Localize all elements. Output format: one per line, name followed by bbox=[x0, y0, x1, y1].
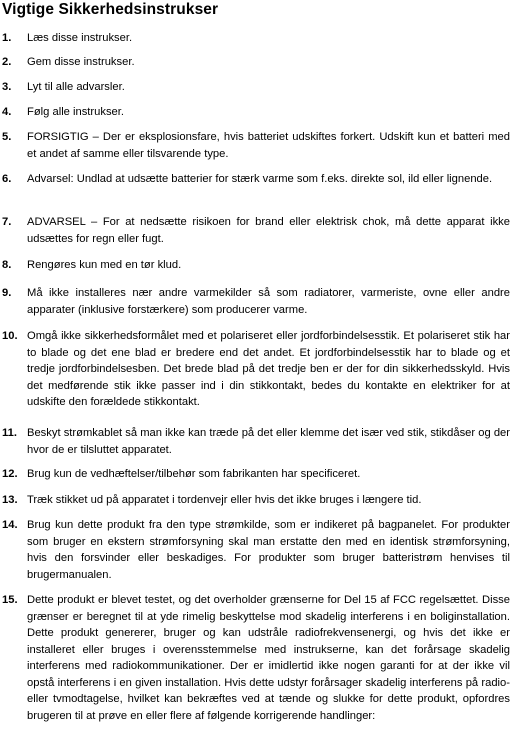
item-text: Advarsel: Undlad at udsætte batterier for stærk varme som f.eks. direkte sol, ild eller lignende. bbox=[27, 173, 493, 185]
item-number: 15. bbox=[2, 594, 18, 606]
item-text: Følg alle instrukser. bbox=[27, 106, 124, 118]
item-text: Træk stikket ud på apparatet i tordenvejr eller hvis det ikke bruges i længere tid. bbox=[27, 494, 422, 506]
item-text: Brug kun de vedhæftelser/tilbehør som fabrikanten har specificeret. bbox=[27, 468, 361, 480]
list-item bbox=[2, 285, 510, 318]
list-item bbox=[2, 328, 510, 411]
list-item bbox=[2, 171, 510, 188]
list-item bbox=[2, 592, 510, 724]
item-number: 11. bbox=[2, 427, 17, 439]
list-item bbox=[2, 30, 510, 47]
item-number: 8. bbox=[2, 259, 12, 271]
item-number: 9. bbox=[2, 287, 12, 299]
item-text: Lyt til alle advarsler. bbox=[27, 81, 125, 93]
item-number: 14. bbox=[2, 519, 18, 531]
item-number: 10. bbox=[2, 330, 18, 342]
item-number: 5. bbox=[2, 131, 12, 143]
item-text: Gem disse instrukser. bbox=[27, 56, 135, 68]
list-item bbox=[2, 257, 510, 274]
item-text: Beskyt strømkablet så man ikke kan træde på det eller klemme det især ved stik, stikdåser og der hvor de er tilsluttet apparatet. bbox=[27, 427, 510, 456]
list-item bbox=[2, 517, 510, 583]
item-text: Brug kun dette produkt fra den type strømkilde, som er indikeret på bagpanelet. For produkter som bruger en ekstern strømforsyning skal man erstatte den med en identisk strømforsyning, hvis den forsvinder eller beskadiges. For produkter som bruger batteristrøm henvises til brugermanualen. bbox=[27, 519, 510, 581]
item-number: 13. bbox=[2, 494, 18, 506]
item-text: FORSIGTIG – Der er eksplosionsfare, hvis batteriet udskiftes forkert. Udskift kun et batteri med et andet af samme eller tilsvarende type. bbox=[27, 131, 510, 160]
item-number: 2. bbox=[2, 56, 12, 68]
list-item bbox=[2, 54, 510, 71]
item-text: ADVARSEL – For at nedsætte risikoen for brand eller elektrisk chok, må dette apparat ikke udsættes for regn eller fugt. bbox=[27, 216, 510, 245]
list-item bbox=[2, 425, 510, 458]
list-item bbox=[2, 104, 510, 121]
item-number: 6. bbox=[2, 173, 12, 185]
item-text: Dette produkt er blevet testet, og det overholder grænserne for Del 15 af FCC regelsættet. Disse grænser er beregnet til at yde rimelig beskyttelse mod skadelig interferens i en boliginstallation. Dette produkt genererer, bruger og kan udstråle radiofrekvensenergi, og hvis det ikke er installeret eller bruges i overensstemmelse med instrukserne, kan det forårsage skadelig interferens med radiokommunikationer. Der er imidlertid ikke nogen garanti for at der ikke vil opstå interferens i en given installation. Hvis dette udstyr forårsager skadelig interferens på radio- eller tvmodtagelse, hvilket kan bekræftes ved at tænde og slukke for dette produkt, opfordres brugeren til at prøve en eller flere af følgende korrigerende handlinger: bbox=[27, 594, 510, 722]
list-item bbox=[2, 79, 510, 96]
item-number: 12. bbox=[2, 468, 18, 480]
item-number: 3. bbox=[2, 81, 12, 93]
list-item bbox=[2, 214, 510, 247]
item-text: Læs disse instrukser. bbox=[27, 32, 133, 44]
item-text: Må ikke installeres nær andre varmekilder så som radiatorer, varmeriste, ovne eller andre apparater (inklusive forstærkere) som producerer varme. bbox=[27, 287, 510, 316]
page-title: Vigtige Sikkerhedsinstrukser bbox=[2, 1, 219, 18]
item-text: Rengøres kun med en tør klud. bbox=[27, 259, 182, 271]
list-item bbox=[2, 466, 510, 483]
item-number: 1. bbox=[2, 32, 12, 44]
list-item bbox=[2, 129, 510, 162]
item-number: 4. bbox=[2, 106, 12, 118]
item-number: 7. bbox=[2, 216, 12, 228]
item-text: Omgå ikke sikkerhedsformålet med et polariseret eller jordforbindelsesstik. Et polariseret stik har to blade og det ene blad er bredere end det andet. Et jordforbindelsesstik har to blade og et tredje jordforbindelsesben. Det brede blad på det tredje ben er der for din sikkerhedsskyld. Hvis det medførende stik ikke passer ind i din stikkontakt, bedes du kontakte en elektriker for at udskifte den forældede stikkontakt. bbox=[27, 330, 510, 408]
list-item bbox=[2, 492, 510, 509]
